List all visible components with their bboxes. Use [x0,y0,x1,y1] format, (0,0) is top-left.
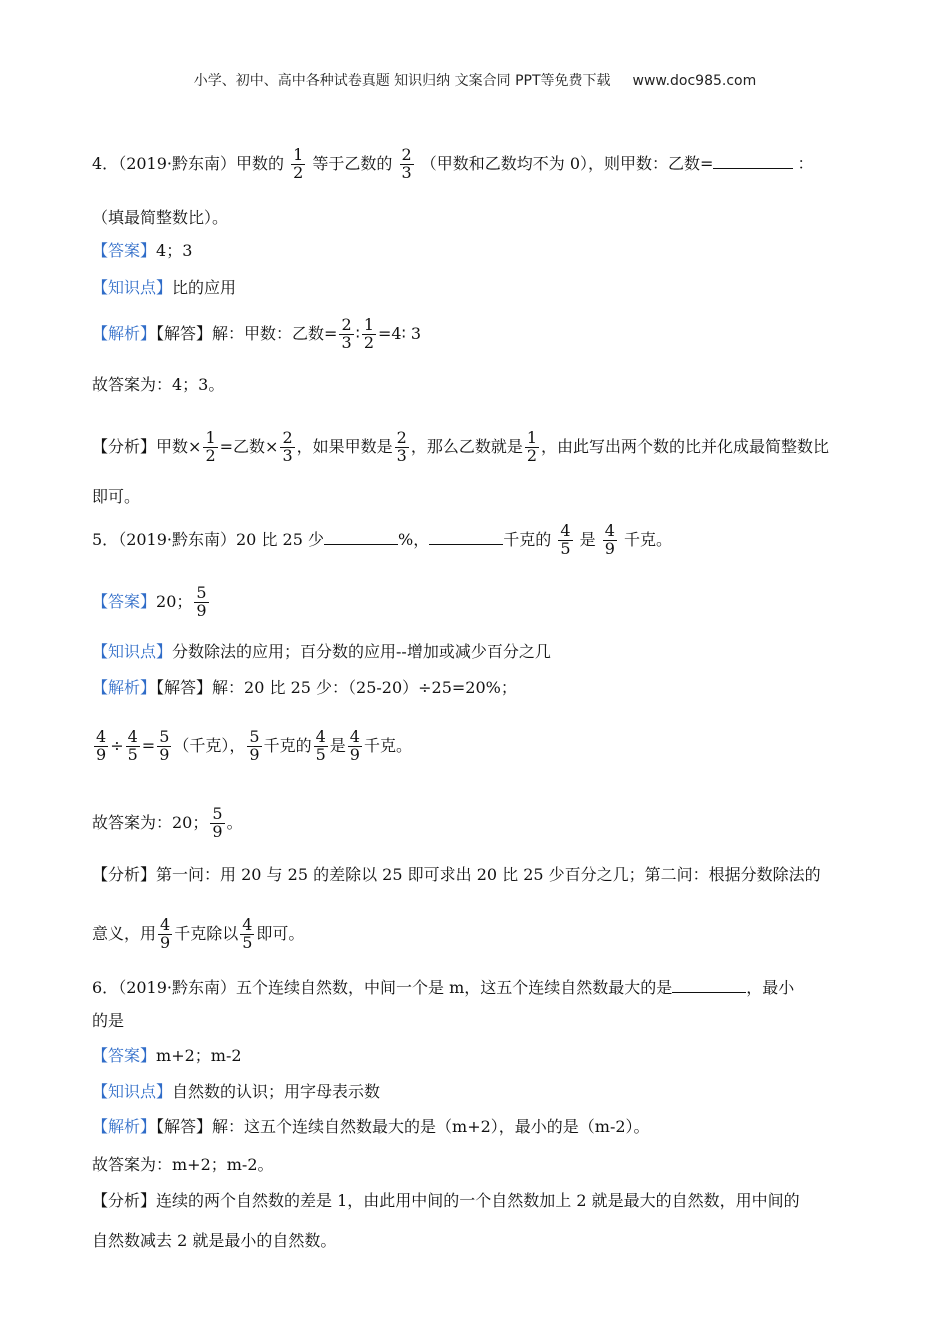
denominator: 3 [341,332,352,352]
denominator: 9 [249,744,260,764]
q5-sol-fraction-3 [157,729,171,764]
numerator: 1 [526,428,538,447]
q6-explanation-text: 连续的两个自然数的差是 1，由此用中间的一个自然数加上 2 就是最大的自然数，用中间的 [156,1191,800,1210]
q4-solution [92,317,421,352]
q5-answer-fraction [194,585,208,620]
explain-tag: 【分析】 [92,1191,157,1210]
q4-explanation-text: =乙数× [219,436,279,456]
denominator: 3 [396,445,407,465]
q6-explanation-text: 自然数减去 2 就是最小的自然数。 [92,1231,337,1250]
q6-explanation-line2 [92,1233,336,1249]
q4-text: 甲数的 [236,153,285,173]
q4-text: ： [797,153,814,173]
denominator: 9 [96,744,107,764]
denominator: 3 [401,162,412,182]
q5-question-line1 [92,523,672,558]
q6-knowledge [92,1084,380,1100]
numerator: 1 [293,145,304,164]
q4-explanation-text: ，那么乙数就是 [410,436,523,456]
q5-explanation-line1 [92,867,821,883]
numerator: 5 [159,727,170,746]
numerator: 2 [396,428,407,447]
q4-fraction-2 [400,147,414,182]
numerator: 1 [363,315,374,334]
q5-solution-line2 [92,729,412,764]
page-header [0,70,950,90]
numerator: 4 [127,727,138,746]
q4-solution-text: =4∶ 3 [378,323,422,343]
q6-final-text: 故答案为：m+2；m-2。 [92,1155,274,1174]
answer-tag: 【答案】 [92,1046,157,1065]
q5-text: 是 [579,529,596,549]
q5-knowledge [92,644,551,660]
analysis-tag: 【解析】 [92,1117,157,1136]
q4-exp-fraction-1 [203,430,217,465]
denominator: 3 [282,445,293,465]
q4-number: 4． [92,153,119,173]
q5-source: （2019·黔东南） [118,529,236,549]
q5-solution-operator: = [141,735,156,755]
q5-sol-fraction-4 [247,729,261,764]
q5-explanation-text: 意义，用 [92,923,157,943]
denominator: 9 [212,821,223,841]
numerator: 4 [349,727,360,746]
denominator: 2 [363,332,374,352]
explain-tag: 【分析】 [92,865,157,884]
q4-explanation-text: 甲数× [156,436,202,456]
q5-fraction-2 [603,523,617,558]
answer-tag: 【答案】 [92,241,157,260]
q4-text: 等于乙数的 [312,153,393,173]
numerator: 4 [604,521,615,540]
q6-final-answer [92,1157,274,1173]
q5-sol-fraction-5 [314,729,328,764]
q6-text: ，最小 [746,978,795,997]
q5-final-fraction [210,806,224,841]
denominator: 9 [604,538,615,558]
numerator: 4 [160,915,171,934]
q5-final-text: 故答案为：20； [92,812,209,832]
q5-number: 5． [92,529,119,549]
q5-exp-fraction-2 [240,917,254,952]
q4-fraction-1 [291,147,305,182]
header-url[interactable]: www.doc985.com [632,73,757,89]
q4-answer [92,243,192,259]
q6-solution [92,1119,650,1135]
analysis-tag: 【解析】 [92,678,157,697]
q5-solution-text: 千克。 [363,735,412,755]
numerator: 4 [96,727,107,746]
denominator: 2 [205,445,216,465]
q4-answer-text: 4；3 [156,241,193,260]
q4-answer-blank[interactable] [713,152,793,169]
q4-explanation-line2 [92,489,140,505]
q5-text: 千克的 [503,529,552,549]
q5-answer-blank-2[interactable] [429,528,503,545]
q4-explanation-line1 [92,430,829,465]
q5-answer [92,585,211,620]
q5-explanation-line2 [92,917,304,952]
explain-tag: 【分析】 [92,436,157,456]
q4-explanation-text: ，如果甲数是 [296,436,393,456]
q5-answer-text: 20； [156,591,193,611]
numerator: 2 [282,428,293,447]
numerator: 4 [315,727,326,746]
numerator: 1 [205,428,216,447]
solve-tag: 【解答】 [156,323,213,343]
denominator: 2 [526,445,538,465]
q4-question-line1 [92,147,813,182]
denominator: 5 [242,932,253,952]
numerator: 5 [196,583,207,602]
q5-solution-text: 千克的 [263,735,312,755]
denominator: 9 [159,744,170,764]
q6-answer-text: m+2；m-2 [156,1046,242,1065]
q6-solution-text: 解：这五个连续自然数最大的是（m+2），最小的是（m-2）。 [212,1117,650,1136]
q5-explanation-text: 第一问：用 20 与 25 的差除以 25 即可求出 20 比 25 少百分之几；第二问：根据分数除法的 [156,865,821,884]
q5-exp-fraction-1 [158,917,172,952]
q4-text: （甲数和乙数均不为 0），则甲数：乙数= [420,153,714,173]
q5-solution-text: 解：20 比 25 少：（25-20）÷25=20%； [212,678,517,697]
header-text: 小学、初中、高中各种试卷真题 知识归纳 文案合同 PPT等免费下载 [193,73,611,89]
answer-tag: 【答案】 [92,591,157,611]
q5-answer-blank-1[interactable] [324,528,398,545]
q4-exp-fraction-4 [525,430,539,465]
q4-solution-colon: ∶ [355,323,360,343]
knowledge-tag: 【知识点】 [92,1082,173,1101]
denominator: 9 [196,600,207,620]
knowledge-tag: 【知识点】 [92,278,173,297]
numerator: 5 [249,727,260,746]
q5-text: 千克。 [623,529,672,549]
solve-tag: 【解答】 [156,1117,213,1136]
q5-knowledge-text: 分数除法的应用；百分数的应用--增加或减少百分之几 [172,642,551,661]
denominator: 2 [293,162,304,182]
q4-knowledge-text: 比的应用 [172,278,237,297]
q4-exp-fraction-2 [280,430,294,465]
denominator: 9 [160,932,171,952]
denominator: 5 [127,744,138,764]
q4-source: （2019·黔东南） [118,153,236,173]
q5-text: 20 比 25 少 [236,529,324,549]
q4-final-answer [92,377,224,393]
q4-solution-fraction-1 [339,317,353,352]
q4-text: （填最简整数比）。 [92,208,229,227]
q6-question-line1 [92,976,794,996]
numerator: 2 [401,145,412,164]
solve-tag: 【解答】 [156,678,213,697]
q6-number: 6． [92,978,119,997]
numerator: 4 [560,521,571,540]
q4-exp-fraction-3 [395,430,409,465]
numerator: 5 [212,804,223,823]
q5-explanation-text: 千克除以 [174,923,239,943]
numerator: 2 [341,315,352,334]
q4-solution-fraction-2 [362,317,376,352]
q4-final-text: 故答案为：4；3。 [92,375,225,394]
q5-sol-fraction-2 [126,729,140,764]
q6-knowledge-text: 自然数的认识；用字母表示数 [172,1082,381,1101]
q4-explanation-text: 即可。 [92,487,141,506]
denominator: 9 [349,744,360,764]
q5-final-text: 。 [226,812,243,832]
q4-knowledge [92,280,236,296]
q5-text: %， [397,529,430,549]
q5-final-answer [92,806,243,841]
q4-explanation-text: ，由此写出两个数的比并化成最简整数比 [541,436,830,456]
q5-explanation-text: 即可。 [256,923,305,943]
denominator: 5 [560,538,571,558]
q4-solution-text: 解：甲数：乙数= [212,323,338,343]
q6-question-line2 [92,1013,124,1029]
q5-sol-fraction-1 [94,729,108,764]
q6-explanation-line1 [92,1193,800,1209]
q5-solution-line1 [92,680,517,696]
q5-solution-operator: ÷ [110,735,124,755]
q6-source: （2019·黔东南） [118,978,236,997]
q6-text: 五个连续自然数，中间一个是 m，这五个连续自然数最大的是 [236,978,673,997]
q6-answer [92,1048,242,1064]
q5-fraction-1 [558,523,572,558]
q5-solution-text: 是 [329,735,346,755]
q4-question-line2 [92,210,228,226]
analysis-tag: 【解析】 [92,323,157,343]
numerator: 4 [242,915,253,934]
knowledge-tag: 【知识点】 [92,642,173,661]
q6-text: 的是 [92,1011,125,1030]
q5-solution-text: （千克）， [173,735,246,755]
q6-answer-blank[interactable] [672,976,746,993]
denominator: 5 [315,744,326,764]
q5-sol-fraction-6 [348,729,362,764]
